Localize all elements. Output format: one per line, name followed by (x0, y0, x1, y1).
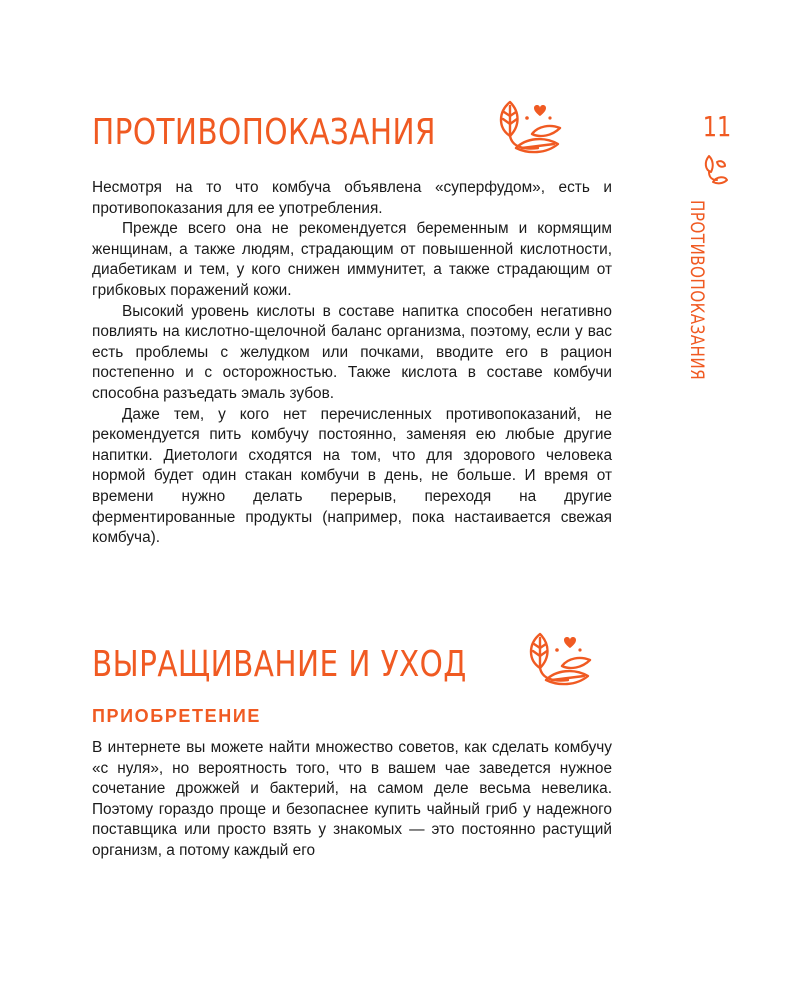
paragraph: Даже тем, у кого нет перечисленных противопоказаний, не рекомендуется пить комбучу постоянно, заменяя ею любые другие напитки. Диетологи сходятся на том, что для здорового человека нормой будет один стакан комбучи в день, не больше. И время от времени нужно делать перерыв, переходя на другие ферментированные продукты (например, пока настаивается свежая комбуча). (92, 405, 612, 547)
acquisition-body (92, 738, 612, 862)
page-number: 11 (702, 110, 732, 143)
paragraph: В интернете вы можете найти множество советов, как сделать комбучу «с нуля», но вероятность того, что в вашем чае заведется нужное сочетание дрожжей и бактерий, на самом деле весьма невелика. Поэтому гораздо проще и безопаснее купить чайный гриб у надежного поставщика или просто взять у знакомых — это постоянно растущий организм, а потому каждый его (92, 739, 612, 859)
leaf-sprig-heart-icon (522, 626, 598, 690)
running-head-container (686, 200, 734, 381)
section-title-contraindications: ПРОТИВОПОКАЗАНИЯ (92, 112, 436, 153)
running-head: ПРОТИВОПОКАЗАНИЯ (686, 200, 708, 381)
section-title-growing-and-care: ВЫРАЩИВАНИЕ И УХОД (92, 644, 467, 685)
contraindications-body (92, 178, 612, 549)
small-leaf-sprig-icon (703, 152, 729, 186)
paragraph: Несмотря на то что комбуча объявлена «суперфудом», есть и противопоказания для ее употребления. (92, 179, 612, 217)
paragraph: Прежде всего она не рекомендуется беременным и кормящим женщинам, а также людям, страдающим от повышенной кислотности, диабетикам и тем, у кого снижен иммунитет, а также страдающим от грибковых поражений кожи. (92, 220, 612, 299)
paragraph: Высокий уровень кислоты в составе напитка способен негативно повлиять на кислотно-щелочной баланс организма, поэтому, если у вас есть проблемы с желудком или почками, вводите его в рацион постепенно и с осторожностью. Также кислота в составе комбучи способна разъедать эмаль зубов. (92, 302, 612, 402)
leaf-sprig-heart-icon (492, 94, 568, 158)
subheading-acquisition: ПРИОБРЕТЕНИЕ (92, 706, 261, 726)
